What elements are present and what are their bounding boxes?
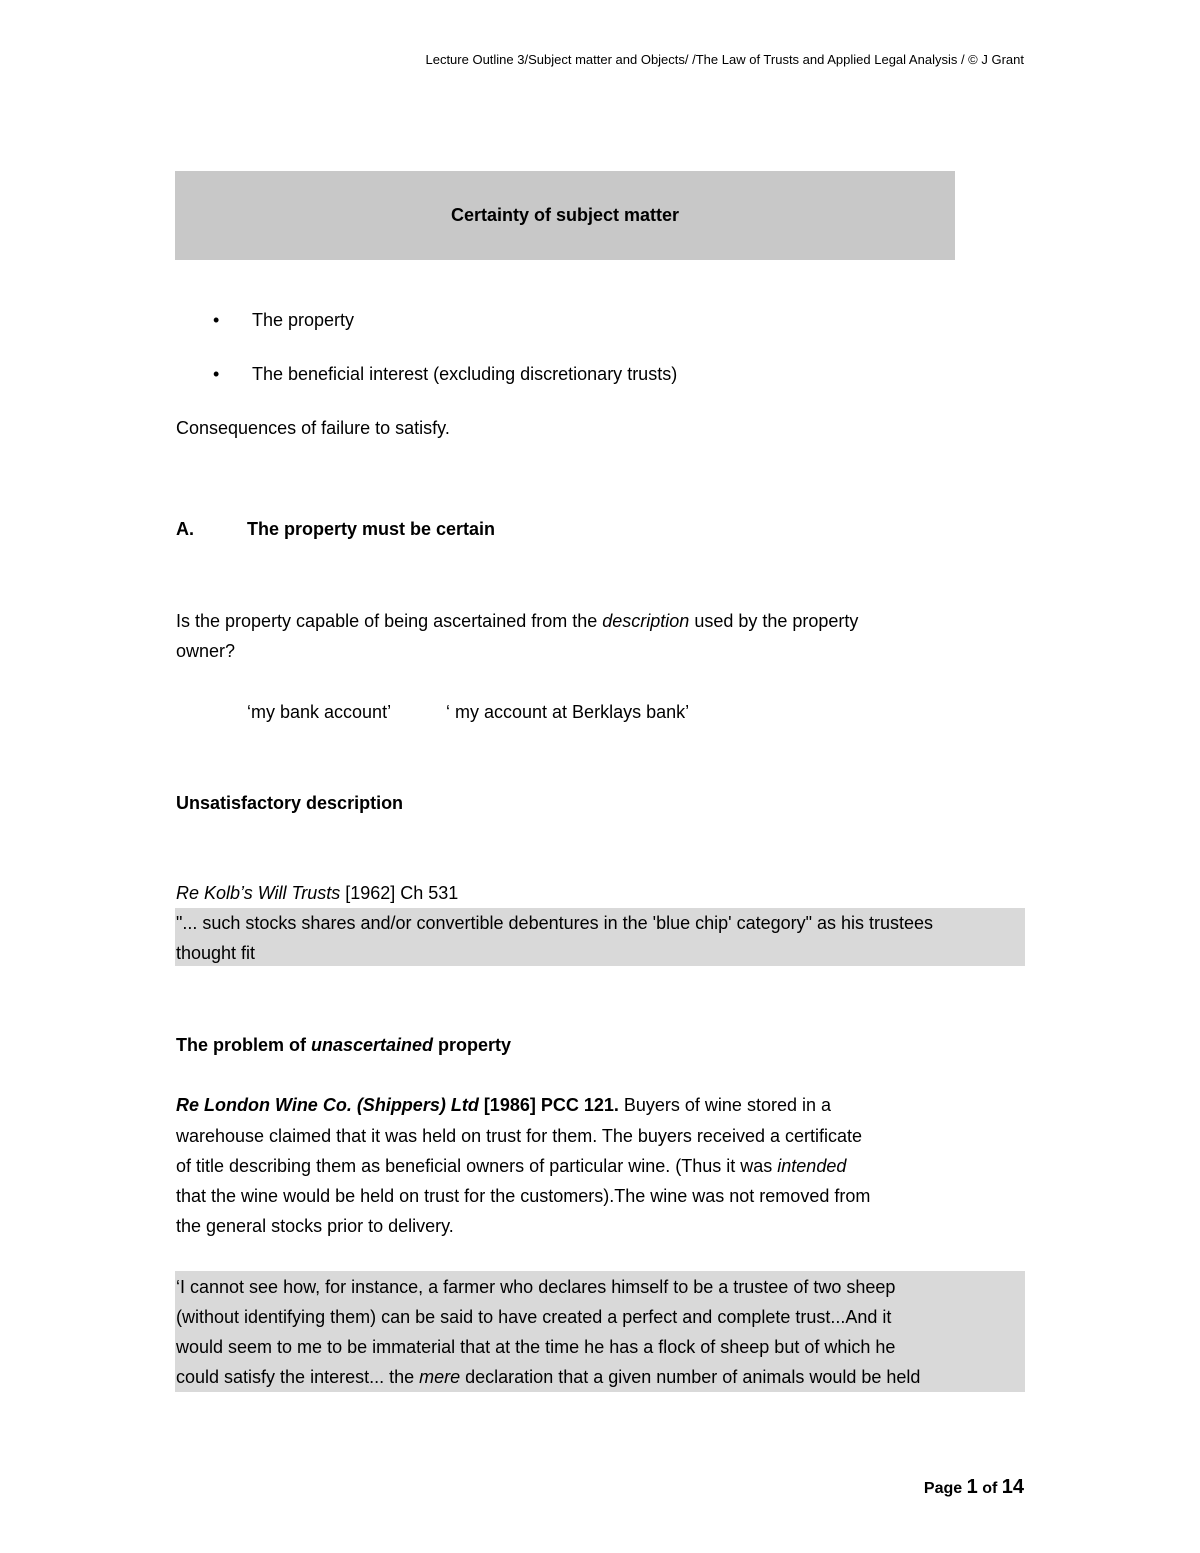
page-number-footer	[924, 1474, 1024, 1502]
london-wine-line-1	[176, 1090, 952, 1120]
london-wine-line-2: warehouse claimed that it was held on trust for them. The buyers received a certificate	[176, 1126, 863, 1146]
unascertained-emphasis: unascertained	[311, 1035, 434, 1055]
section-a-heading: The property must be certain	[247, 519, 496, 539]
kolb-quote-line-1: "... such stocks shares and/or convertible debentures in the 'blue chip' category" as his trustees	[176, 913, 934, 933]
kolb-citation: [1962] Ch 531	[340, 883, 459, 903]
bullet-item-beneficial-interest: The beneficial interest (excluding discretionary trusts)	[252, 364, 678, 384]
question-emphasis: description	[602, 611, 690, 631]
question-line-1	[176, 606, 858, 636]
question-line-2: owner?	[176, 641, 236, 661]
kolb-quote-line-2: thought fit	[176, 943, 256, 963]
running-header: Lecture Outline 3/Subject matter and Objects/ /The Law of Trusts and Applied Legal Analysis / © J Grant	[425, 52, 1024, 67]
consequences-text: Consequences of failure to satisfy.	[176, 418, 450, 438]
unascertained-heading	[176, 1030, 511, 1060]
page-word: Page	[923, 1480, 963, 1497]
page-title: Certainty of subject matter	[450, 205, 680, 225]
unascertained-post: property	[433, 1035, 512, 1055]
unsatisfactory-heading: Unsatisfactory description	[176, 793, 404, 813]
farmer-quote-block	[175, 1271, 1025, 1392]
example-berklays-account: ‘ my account at Berklays bank’	[446, 702, 690, 722]
total-page-count: 14	[1001, 1476, 1024, 1498]
farmer-quote-line-4-post: declaration that a given number of animals would be held	[460, 1367, 921, 1387]
london-wine-citation: [1986] PCC 121.	[478, 1095, 619, 1115]
london-wine-line-4: that the wine would be held on trust for the customers).The wine was not removed from	[176, 1186, 871, 1206]
bullet-icon: •	[213, 364, 220, 384]
current-page-number: 1	[966, 1476, 978, 1498]
question-part-1: Is the property capable of being ascertained from the	[176, 611, 603, 631]
question-part-2: used by the property	[689, 611, 859, 631]
london-wine-line-3-pre: of title describing them as beneficial owners of particular wine. (Thus it was	[176, 1156, 778, 1176]
farmer-quote-line-4	[176, 1362, 1022, 1392]
farmer-quote-line-4-pre: could satisfy the interest... the	[176, 1367, 420, 1387]
london-wine-intended: intended	[777, 1156, 847, 1176]
example-bank-account: ‘my bank account’	[247, 702, 392, 722]
bullet-item-property: The property	[252, 310, 355, 330]
kolb-case-name: Re Kolb’s Will Trusts	[176, 883, 341, 903]
kolb-case-line	[176, 878, 458, 908]
london-wine-case-name: Re London Wine Co. (Shippers) Ltd	[176, 1095, 479, 1115]
unascertained-pre: The problem of	[176, 1035, 311, 1055]
kolb-quote-block	[175, 908, 1025, 966]
london-wine-line-3	[176, 1151, 952, 1181]
london-wine-line-5: the general stocks prior to delivery.	[176, 1216, 454, 1236]
of-word: of	[982, 1480, 998, 1497]
farmer-quote-line-1: ‘I cannot see how, for instance, a farmer who declares himself to be a trustee of two sheep	[176, 1277, 896, 1297]
title-banner	[175, 171, 955, 260]
london-wine-line-1-rest: Buyers of wine stored in a	[618, 1095, 831, 1115]
farmer-quote-line-3: would seem to me to be immaterial that at the time he has a flock of sheep but of which he	[176, 1337, 896, 1357]
section-a-label: A.	[176, 519, 194, 539]
farmer-quote-mere: mere	[419, 1367, 461, 1387]
bullet-icon: •	[213, 310, 220, 330]
farmer-quote-line-2: (without identifying them) can be said to have created a perfect and complete trust...And it	[176, 1307, 892, 1327]
